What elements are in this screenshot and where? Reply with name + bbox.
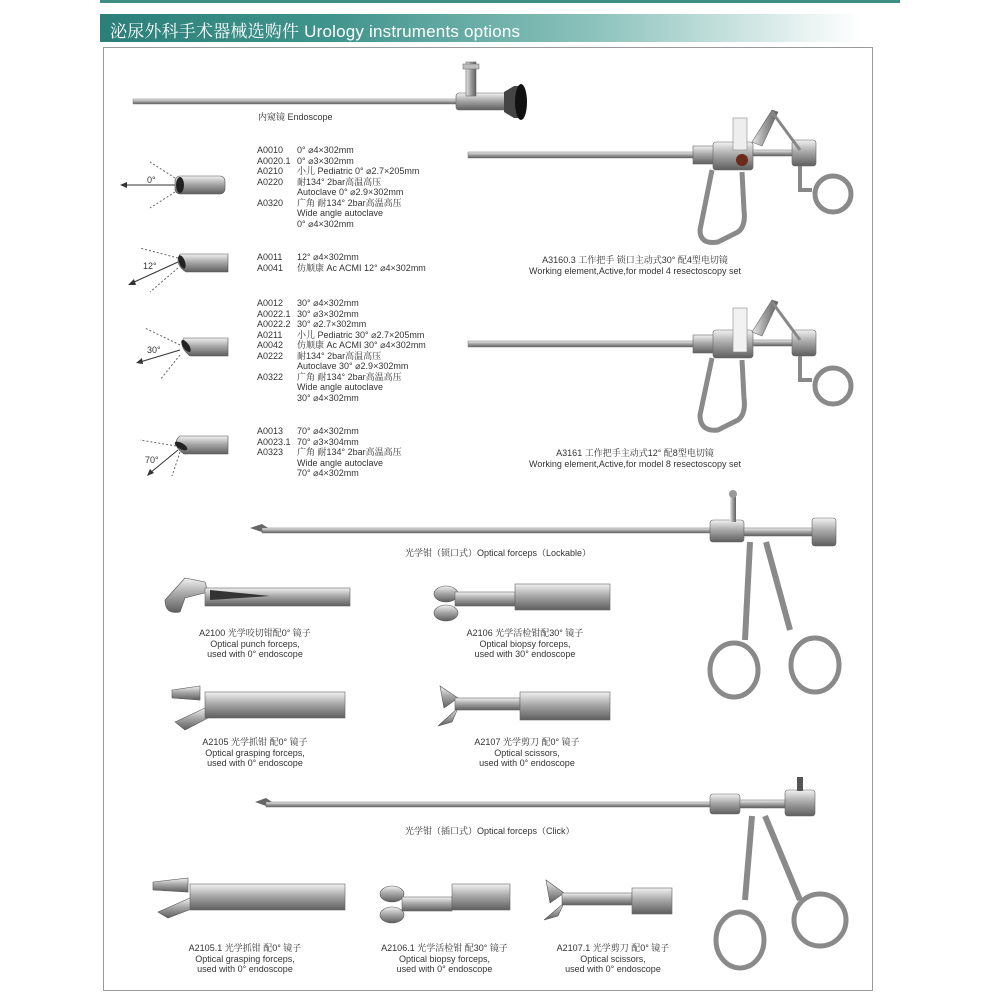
scissors-head-click [544,880,672,920]
spec-line: A0220 耐134° 2bar高温高压 [257,176,382,187]
grasping-forceps-head [172,686,345,730]
forceps-caption-a2105: A2105 光学抓钳 配0° 镜子 Optical grasping forceps, used with 0° endoscope [202,737,308,768]
spec-line: A0012 30° ⌀4×302mm [257,298,359,308]
forceps-click-label: 光学钳（插口式）Optical forceps（Click） [405,826,575,836]
forceps-caption-a2105-1: A2105.1 光学抓钳 配0° 镜子 Optical grasping forceps, used with 0° endoscope [188,943,302,974]
spec-line: Autoclave 0° ⌀2.9×302mm [297,187,404,197]
scissors-head [438,686,610,726]
spec-line: A0210 小儿 Pediatric 0° ⌀2.7×205mm [257,166,420,176]
spec-line: A0322 广角 耐134° 2bar高温高压 [257,371,402,382]
forceps-caption-a2107: A2107 光学剪刀 配0° 镜子 Optical scissors, used with 0° endoscope [474,737,580,768]
forceps-caption-a2100: A2100 光学咬切钳配0° 镜子 Optical punch forceps, used with 0° endoscope [199,628,311,659]
page-title: 泌尿外科手术器械选购件 Urology instruments options [110,22,521,41]
spec-line: A0020.1 0° ⌀3×302mm [257,155,354,166]
spec-line: A0022.2 30° ⌀2.7×302mm [257,319,367,329]
forceps-caption-a2106: A2106 光学活检钳配30° 镜子 Optical biopsy forceps, used with 30° endoscope [466,628,584,659]
spec-line: A0211 小儿 Pediatric 30° ⌀2.7×205mm [257,329,425,340]
angle-label-70: 70° [145,455,159,465]
angle-label-12: 12° [143,261,157,271]
lens-tip-0 [120,162,225,208]
spec-line: Wide angle autoclave [297,457,384,468]
working-element-a3161-illustration [468,300,851,430]
spec-line: Wide angle autoclave [297,208,384,218]
spec-line: A0011 12° ⌀4×302mm [257,252,359,262]
spec-line: A0042 仿顺康 Ac ACMI 30° ⌀4×302mm [257,340,426,350]
forceps-caption-a2107-1: A2107.1 光学剪刀 配0° 镜子 Optical scissors, used with 0° endoscope [556,943,670,974]
endoscope-label: 内窥镜 Endoscope [258,112,333,122]
spec-line: 70° ⌀4×302mm [297,468,359,478]
spec-line: 0° ⌀4×302mm [297,218,354,229]
spec-line: Wide angle autoclave [297,382,384,392]
spec-line: A0323 广角 耐134° 2bar高温高压 [257,447,402,457]
spec-line: A0320 广角 耐134° 2bar高温高压 [257,197,402,208]
grasping-forceps-head-click [153,878,345,918]
spec-group-70 [257,426,402,479]
spec-line: A0010 0° ⌀4×302mm [257,145,354,155]
optical-forceps-click-illustration [255,777,846,968]
spec-line: A0041 仿顺康 Ac ACMI 12° ⌀4×302mm [257,262,426,273]
spec-group-30 [257,298,426,403]
spec-line: 30° ⌀4×302mm [297,392,359,403]
spec-line: A0222 耐134° 2bar高温高压 [257,350,382,361]
spec-line: A0022.1 30° ⌀3×302mm [257,308,359,319]
forceps-caption-a2106-1: A2106.1 光学活检钳 配30° 镜子 Optical biopsy forceps, used with 0° endoscope [381,943,508,974]
punch-forceps-head [165,578,350,613]
spec-group-12 [257,252,426,273]
spec-line: A0023.1 70° ⌀3×304mm [257,436,359,447]
angle-label-0: 0° [147,175,156,185]
working-element-a3160-illustration [468,110,851,243]
spec-group-0 [257,145,419,229]
forceps-lockable-label: 光学钳（锁口式）Optical forceps（Lockable） [405,548,592,558]
spec-line: Autoclave 30° ⌀2.9×302mm [297,361,409,371]
angle-label-30: 30° [147,345,161,355]
biopsy-forceps-head-click [380,884,510,923]
working-element-caption-2: A3161 工作把手主动式12° 配8型电切镜 Working element,Active,for model 8 resectoscopy set [529,448,741,469]
working-element-caption-1: A3160.3 工作把手 锁口主动式30° 配4型电切镜 Working element,Active,for model 4 resectoscopy set [529,255,741,276]
biopsy-forceps-head-30 [434,584,610,621]
spec-line: A0013 70° ⌀4×302mm [257,426,359,436]
